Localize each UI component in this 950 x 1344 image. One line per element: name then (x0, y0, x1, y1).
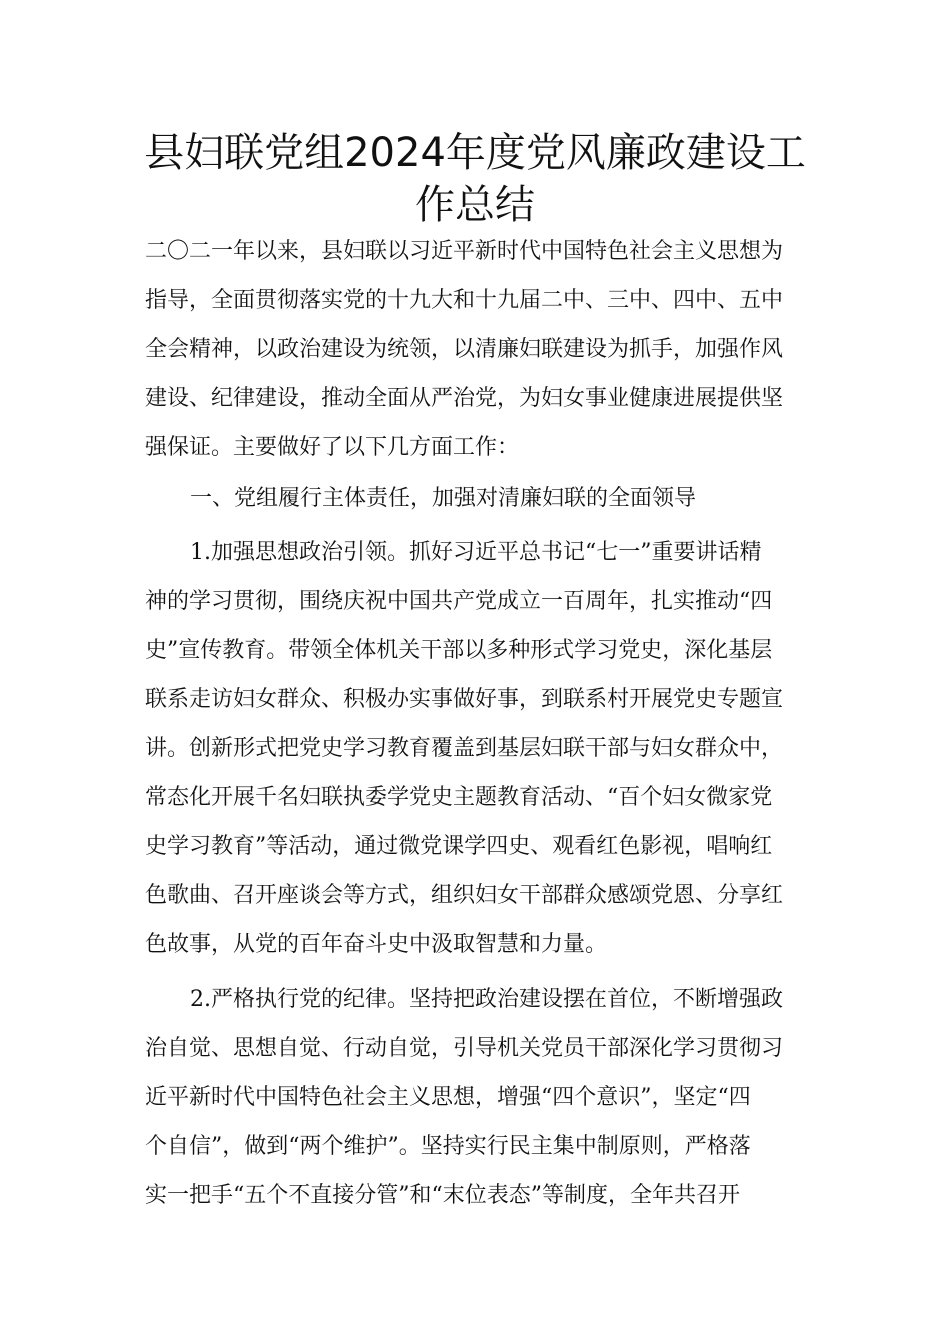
body-line-19: 个自信”，做到“两个维护”。坚持实行民主集中制原则，严格落 (145, 1134, 751, 1159)
body-line-20: 实一把手“五个不直接分管”和“末位表态”等制度，全年共召开 (145, 1183, 740, 1208)
body-line-5: 强保证。主要做好了以下几方面工作： (145, 435, 520, 460)
body-line-12: 常态化开展千名妇联执委学党史主题教育活动、“百个妇女微家党 (145, 785, 773, 810)
body-line-3: 全会精神，以政治建设为统领，以清廉妇联建设为抓手，加强作风 (145, 337, 784, 362)
body-line-8: 神的学习贯彻，围绕庆祝中国共产党成立一百周年，扎实推动“四 (145, 589, 773, 614)
body-line-7: 1.加强思想政治引领。抓好习近平总书记“七一”重要讲话精 (190, 540, 762, 565)
body-line-17: 治自觉、思想自觉、行动自觉，引导机关党员干部深化学习贯彻习 (145, 1036, 784, 1061)
body-line-18: 近平新时代中国特色社会主义思想，增强“四个意识”，坚定“四 (145, 1085, 751, 1110)
body-line-11: 讲。创新形式把党史学习教育覆盖到基层妇联干部与妇女群众中， (145, 736, 784, 761)
body-line-13: 史学习教育”等活动，通过微党课学四史、观看红色影视，唱响红 (145, 834, 773, 859)
document-title-line-2: 作总结 (415, 182, 535, 228)
body-line-9: 史”宣传教育。带领全体机关干部以多种形式学习党史，深化基层 (145, 638, 773, 663)
body-line-16: 2.严格执行党的纪律。坚持把政治建设摆在首位，不断增强政 (190, 987, 783, 1012)
body-line-14: 色歌曲、召开座谈会等方式，组织妇女干部群众感颂党恩、分享红 (145, 883, 784, 908)
body-line-15: 色故事，从党的百年奋斗史中汲取智慧和力量。 (145, 932, 608, 957)
body-line-2: 指导，全面贯彻落实党的十九大和十九届二中、三中、四中、五中 (145, 288, 784, 313)
body-line-4: 建设、纪律建设，推动全面从严治党，为妇女事业健康进展提供坚 (145, 386, 784, 411)
body-line-10: 联系走访妇女群众、积极办实事做好事，到联系村开展党史专题宣 (145, 687, 784, 712)
section-heading-1: 一、党组履行主体责任，加强对清廉妇联的全面领导 (190, 486, 697, 511)
body-line-1: 二〇二一年以来，县妇联以习近平新时代中国特色社会主义思想为 (145, 239, 784, 264)
document-title-line-1: 县妇联党组2024年度党风廉政建设工 (144, 130, 806, 176)
